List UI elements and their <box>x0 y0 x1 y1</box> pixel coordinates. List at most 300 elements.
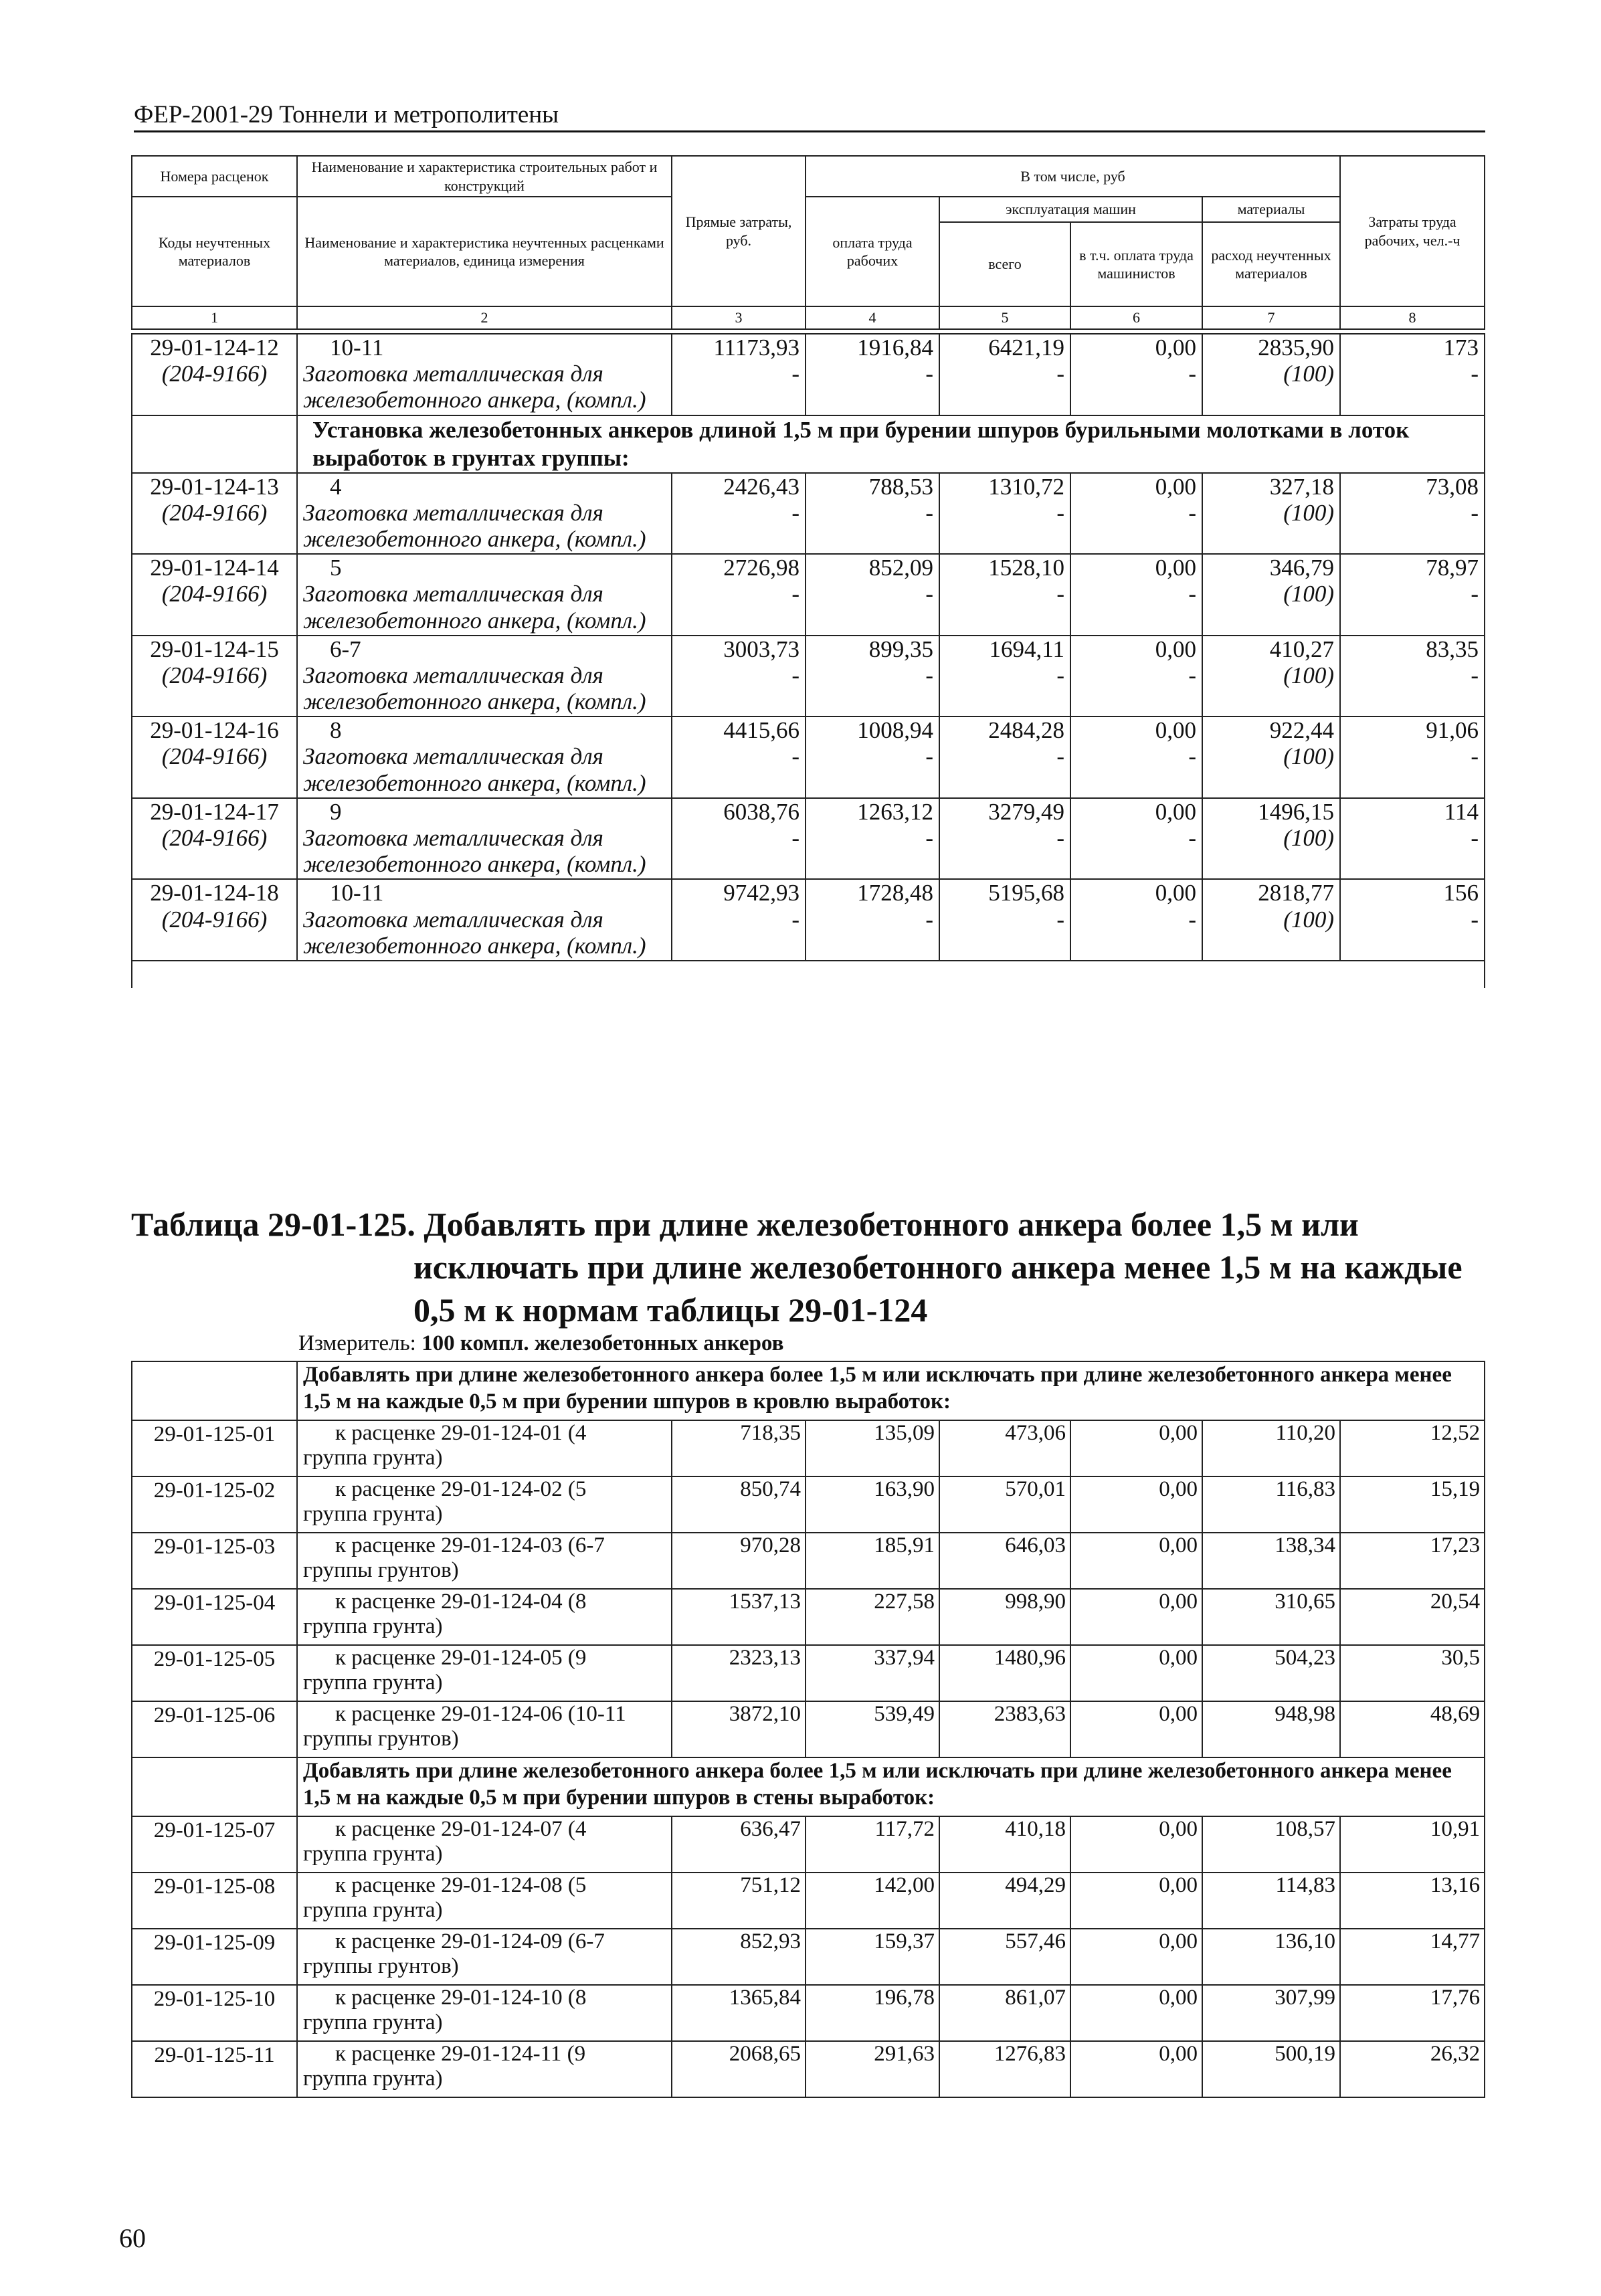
value-v5: 998,90 <box>939 1589 1070 1645</box>
material-qty: (100) <box>1283 581 1334 607</box>
rate-desc-line2: группа грунта) <box>303 1445 443 1470</box>
column-header-table <box>131 155 1485 330</box>
table-row <box>132 1701 1485 1757</box>
table-end-cell <box>132 961 1485 988</box>
dash: - <box>791 743 799 770</box>
rate-name: 4 <box>330 473 342 500</box>
rate-code: 29-01-124-14 <box>150 555 279 581</box>
value-v7: 136,10 <box>1202 1929 1340 1985</box>
colnum-6: 6 <box>1070 306 1202 329</box>
rate-name: 5 <box>330 555 342 581</box>
rate-name-cell <box>297 636 672 717</box>
value: 6038,76 <box>723 798 799 825</box>
measure-value: 100 компл. железобетонных анкеров <box>421 1331 784 1355</box>
head-naim: Наименование и характеристика строительных работ и конструкций <box>297 156 672 197</box>
value-v5 <box>939 879 1070 961</box>
value: 11173,93 <box>713 334 799 361</box>
value-v4: 117,72 <box>806 1816 939 1873</box>
value: 173 <box>1443 334 1479 361</box>
value-v3 <box>672 334 806 415</box>
value-v7: 504,23 <box>1202 1645 1340 1701</box>
value-v8: 48,69 <box>1340 1701 1485 1757</box>
value-v8: 17,23 <box>1340 1533 1485 1589</box>
rate-desc-line1: к расценке 29-01-124-07 (4 <box>335 1817 587 1841</box>
rate-desc <box>297 1929 672 1985</box>
material-code: (204-9166) <box>161 825 268 851</box>
material-name: Заготовка металлическая для железобетонного анкера, (компл.) <box>303 581 646 634</box>
value-v6 <box>1070 554 1202 636</box>
dash: - <box>1188 662 1196 688</box>
value: 852,09 <box>868 555 933 581</box>
value-v5: 494,29 <box>939 1873 1070 1929</box>
table-125-title-line3: 0,5 м к нормам таблицы 29-01-124 <box>413 1291 928 1329</box>
dash: - <box>1056 361 1064 387</box>
value-v6: 0,00 <box>1070 1589 1202 1645</box>
rate-desc-line1: к расценке 29-01-124-01 (4 <box>335 1421 587 1445</box>
table-row <box>132 1533 1485 1589</box>
rate-desc <box>297 1873 672 1929</box>
value-v6 <box>1070 716 1202 798</box>
value: 4415,66 <box>723 717 799 744</box>
rate-desc <box>297 1476 672 1533</box>
value: 6421,19 <box>988 334 1064 361</box>
material-name: Заготовка металлическая для железобетонного анкера, (компл.) <box>303 825 646 878</box>
rate-desc-line2: группа грунта) <box>303 1897 443 1922</box>
table-row <box>132 1816 1485 1873</box>
rate-code: 29-01-125-08 <box>132 1873 297 1929</box>
value: 0,00 <box>1155 798 1196 825</box>
value-v4: 185,91 <box>806 1533 939 1589</box>
value-v6 <box>1070 334 1202 415</box>
table-row <box>132 1476 1485 1533</box>
value: 3279,49 <box>988 798 1064 825</box>
material-code: (204-9166) <box>161 743 268 770</box>
material-name: Заготовка металлическая для железобетонного анкера, (компл.) <box>303 361 646 413</box>
value-v3 <box>672 798 806 880</box>
colnum-3: 3 <box>672 306 806 329</box>
value-v8 <box>1340 636 1485 717</box>
value-v7 <box>1202 879 1340 961</box>
value: 1528,10 <box>988 555 1064 581</box>
rate-desc-line1: к расценке 29-01-124-10 (8 <box>335 1986 587 2010</box>
section-row <box>132 415 1485 473</box>
value-v7: 108,57 <box>1202 1816 1340 1873</box>
rate-desc-line1: к расценке 29-01-124-03 (6-7 <box>335 1533 605 1557</box>
value-v7: 500,19 <box>1202 2041 1340 2097</box>
value: 1728,48 <box>857 880 933 906</box>
value-v7 <box>1202 636 1340 717</box>
value-v8 <box>1340 473 1485 555</box>
table-row <box>132 1589 1485 1645</box>
value-v6: 0,00 <box>1070 1929 1202 1985</box>
value-v5: 861,07 <box>939 1985 1070 2041</box>
value-v8: 10,91 <box>1340 1816 1485 1873</box>
value-v4: 227,58 <box>806 1589 939 1645</box>
dash: - <box>925 906 933 933</box>
rate-name: 10-11 <box>330 880 384 906</box>
dash: - <box>791 361 799 387</box>
value-v8 <box>1340 554 1485 636</box>
value: 922,44 <box>1269 717 1334 744</box>
rate-desc-line1: к расценке 29-01-124-08 (5 <box>335 1873 587 1897</box>
table-end-row <box>132 961 1485 988</box>
dash: - <box>791 499 799 526</box>
rate-name-cell <box>297 716 672 798</box>
value-v3: 970,28 <box>672 1533 806 1589</box>
value-v8: 20,54 <box>1340 1589 1485 1645</box>
rate-desc <box>297 1816 672 1873</box>
rate-code: 29-01-125-01 <box>132 1420 297 1476</box>
rate-code: 29-01-125-03 <box>132 1533 297 1589</box>
section-title: Установка железобетонных анкеров длиной 1,5 м при бурении шпуров бурильными молотками в лоток выработок в грунтах группы: <box>297 415 1485 473</box>
value-v3: 850,74 <box>672 1476 806 1533</box>
value-v5: 2383,63 <box>939 1701 1070 1757</box>
rate-code: 29-01-124-13 <box>150 473 279 500</box>
head-nomera: Номера расценок <box>132 156 297 197</box>
rate-desc-line2: группа грунта) <box>303 2066 443 2091</box>
rate-code: 29-01-125-07 <box>132 1816 297 1873</box>
dash: - <box>1471 906 1479 933</box>
table-row <box>132 334 1485 415</box>
measure-unit <box>298 1331 783 1356</box>
colnum-5: 5 <box>939 306 1070 329</box>
dash: - <box>791 825 799 851</box>
value-v7: 307,99 <box>1202 1985 1340 2041</box>
rate-code-cell <box>132 879 297 961</box>
rate-desc-line2: группа грунта) <box>303 1614 443 1638</box>
head-pryamye: Прямые затраты, руб. <box>672 156 806 306</box>
value: 114 <box>1444 798 1479 825</box>
dash: - <box>1056 906 1064 933</box>
value: 83,35 <box>1426 636 1479 662</box>
dash: - <box>1188 361 1196 387</box>
value: 0,00 <box>1155 636 1196 662</box>
value: 1916,84 <box>857 334 933 361</box>
dash: - <box>1056 581 1064 607</box>
dash: - <box>1471 825 1479 851</box>
measure-label: Измеритель: <box>298 1331 416 1355</box>
value: 3003,73 <box>723 636 799 662</box>
value-v8 <box>1340 716 1485 798</box>
material-qty: (100) <box>1283 825 1334 851</box>
section-title: Добавлять при длине железобетонного анкера более 1,5 м или исключать при длине железобетонного анкера менее 1,5 м на каждые 0,5 м при бурении шпуров в кровлю выработок: <box>297 1361 1485 1420</box>
value-v6 <box>1070 879 1202 961</box>
value-v6: 0,00 <box>1070 1701 1202 1757</box>
value: 1694,11 <box>989 636 1064 662</box>
colnum-8: 8 <box>1340 306 1485 329</box>
dash: - <box>925 662 933 688</box>
rate-name: 10-11 <box>330 334 384 361</box>
value-v7: 948,98 <box>1202 1701 1340 1757</box>
table-row <box>132 1985 1485 2041</box>
rate-desc-line1: к расценке 29-01-124-02 (5 <box>335 1477 587 1501</box>
value-v5 <box>939 798 1070 880</box>
value-v4 <box>806 334 939 415</box>
running-header: ФЕР-2001-29 Тоннели и метрополитены <box>134 100 1485 132</box>
page-number: 60 <box>119 2223 146 2253</box>
rate-name: 6-7 <box>330 636 361 662</box>
value-v4: 337,94 <box>806 1645 939 1701</box>
dash: - <box>1188 743 1196 770</box>
value-v3: 751,12 <box>672 1873 806 1929</box>
value-v4 <box>806 473 939 555</box>
dash: - <box>1471 361 1479 387</box>
value-v7: 110,20 <box>1202 1420 1340 1476</box>
value: 1310,72 <box>988 473 1064 500</box>
head-vtch: в т.ч. оплата труда машинистов <box>1070 222 1202 306</box>
rate-desc <box>297 1985 672 2041</box>
value-v7 <box>1202 798 1340 880</box>
value: 0,00 <box>1155 473 1196 500</box>
rate-desc-line2: группы грунтов) <box>303 1726 459 1751</box>
material-qty: (100) <box>1283 743 1334 770</box>
rate-code: 29-01-124-16 <box>150 717 279 744</box>
colnum-4: 4 <box>806 306 939 329</box>
value-v7: 310,65 <box>1202 1589 1340 1645</box>
colnum-7: 7 <box>1202 306 1340 329</box>
table-row <box>132 879 1485 961</box>
rate-code: 29-01-125-05 <box>132 1645 297 1701</box>
table-row <box>132 798 1485 880</box>
value-v7 <box>1202 473 1340 555</box>
value-v6: 0,00 <box>1070 1645 1202 1701</box>
colnum-1: 1 <box>132 306 297 329</box>
value-v3: 852,93 <box>672 1929 806 1985</box>
rate-code: 29-01-124-18 <box>150 880 279 906</box>
rate-desc-line1: к расценке 29-01-124-09 (6-7 <box>335 1929 605 1953</box>
value: 73,08 <box>1426 473 1479 500</box>
rate-desc <box>297 2041 672 2097</box>
value-v6 <box>1070 473 1202 555</box>
value-v3: 1365,84 <box>672 1985 806 2041</box>
value: 1263,12 <box>857 798 933 825</box>
colnum-2: 2 <box>297 306 672 329</box>
dash: - <box>791 662 799 688</box>
dash: - <box>1056 499 1064 526</box>
section-row <box>132 1361 1485 1420</box>
material-name: Заготовка металлическая для железобетонного анкера, (компл.) <box>303 906 646 959</box>
dash: - <box>1188 825 1196 851</box>
value-v6: 0,00 <box>1070 2041 1202 2097</box>
dash: - <box>1056 743 1064 770</box>
value-v5: 1480,96 <box>939 1645 1070 1701</box>
table-row <box>132 1929 1485 1985</box>
table-row <box>132 1873 1485 1929</box>
value-v3: 636,47 <box>672 1816 806 1873</box>
rate-name: 8 <box>330 717 342 744</box>
value: 2835,90 <box>1258 334 1334 361</box>
head-vsego: всего <box>939 222 1070 306</box>
value: 410,27 <box>1269 636 1334 662</box>
value: 0,00 <box>1155 880 1196 906</box>
value: 899,35 <box>868 636 933 662</box>
rate-code-cell <box>132 636 297 717</box>
value: 2818,77 <box>1258 880 1334 906</box>
value-v3 <box>672 473 806 555</box>
material-name: Заготовка металлическая для железобетонного анкера, (компл.) <box>303 662 646 715</box>
value-v5: 646,03 <box>939 1533 1070 1589</box>
rate-desc-line2: группа грунта) <box>303 1670 443 1695</box>
dash: - <box>1188 906 1196 933</box>
value-v8: 30,5 <box>1340 1645 1485 1701</box>
dash: - <box>1056 662 1064 688</box>
dash: - <box>791 906 799 933</box>
value-v7 <box>1202 334 1340 415</box>
table-row <box>132 2041 1485 2097</box>
value-v6: 0,00 <box>1070 1816 1202 1873</box>
rate-desc-line2: группа грунта) <box>303 2010 443 2034</box>
table-row <box>132 1420 1485 1476</box>
dash: - <box>1188 499 1196 526</box>
rate-code: 29-01-125-11 <box>132 2041 297 2097</box>
dash: - <box>925 743 933 770</box>
rates-table-124 <box>131 333 1485 988</box>
rate-desc <box>297 1420 672 1476</box>
value-v7: 114,83 <box>1202 1873 1340 1929</box>
material-code: (204-9166) <box>161 581 268 607</box>
head-naim2: Наименование и характеристика неучтенных расценками материалов, единица измерения <box>297 197 672 306</box>
section-blank <box>132 415 297 473</box>
value-v6: 0,00 <box>1070 1873 1202 1929</box>
head-oplata: оплата труда рабочих <box>806 197 939 306</box>
value-v8 <box>1340 879 1485 961</box>
value: 327,18 <box>1269 473 1334 500</box>
rate-name-cell <box>297 334 672 415</box>
value-v5: 1276,83 <box>939 2041 1070 2097</box>
value-v8 <box>1340 334 1485 415</box>
value: 0,00 <box>1155 555 1196 581</box>
value: 9742,93 <box>723 880 799 906</box>
rate-code: 29-01-125-10 <box>132 1985 297 2041</box>
value: 78,97 <box>1426 555 1479 581</box>
value-v8: 14,77 <box>1340 1929 1485 1985</box>
value: 0,00 <box>1155 334 1196 361</box>
value-v7: 138,34 <box>1202 1533 1340 1589</box>
rate-code: 29-01-124-17 <box>150 798 279 825</box>
head-rashod: расход неучтенных материалов <box>1202 222 1340 306</box>
value-v4: 291,63 <box>806 2041 939 2097</box>
section-row <box>132 1757 1485 1816</box>
dash: - <box>1471 499 1479 526</box>
rate-desc <box>297 1701 672 1757</box>
material-code: (204-9166) <box>161 361 268 387</box>
value: 91,06 <box>1426 717 1479 744</box>
value-v8: 12,52 <box>1340 1420 1485 1476</box>
value-v3: 718,35 <box>672 1420 806 1476</box>
value-v5: 410,18 <box>939 1816 1070 1873</box>
value-v3 <box>672 716 806 798</box>
value-v4: 159,37 <box>806 1929 939 1985</box>
rate-code: 29-01-125-02 <box>132 1476 297 1533</box>
value: 1496,15 <box>1258 798 1334 825</box>
rate-name-cell <box>297 554 672 636</box>
value-v5: 570,01 <box>939 1476 1070 1533</box>
value: 788,53 <box>868 473 933 500</box>
rate-name-cell <box>297 473 672 555</box>
rate-desc <box>297 1645 672 1701</box>
head-vtom: В том числе, руб <box>806 156 1340 197</box>
material-qty: (100) <box>1283 662 1334 688</box>
value: 346,79 <box>1269 555 1334 581</box>
rate-desc-line1: к расценке 29-01-124-05 (9 <box>335 1646 587 1670</box>
rate-code: 29-01-125-06 <box>132 1701 297 1757</box>
value-v7 <box>1202 716 1340 798</box>
value-v5 <box>939 716 1070 798</box>
value-v8: 26,32 <box>1340 2041 1485 2097</box>
value-v8: 15,19 <box>1340 1476 1485 1533</box>
value-v6 <box>1070 798 1202 880</box>
value: 156 <box>1443 880 1479 906</box>
dash: - <box>1471 581 1479 607</box>
value-v3 <box>672 636 806 717</box>
value-v3: 2068,65 <box>672 2041 806 2097</box>
dash: - <box>925 581 933 607</box>
value-v4 <box>806 798 939 880</box>
rate-code: 29-01-124-12 <box>150 334 279 361</box>
value-v3: 3872,10 <box>672 1701 806 1757</box>
table-125-title-line2: исключать при длине железобетонного анкера менее 1,5 м на каждые <box>413 1248 1463 1286</box>
table-row <box>132 473 1485 555</box>
section-blank <box>132 1361 297 1420</box>
value: 2726,98 <box>723 555 799 581</box>
rate-desc-line1: к расценке 29-01-124-11 (9 <box>335 2042 586 2066</box>
value-v4 <box>806 879 939 961</box>
head-kody: Коды неучтенных материалов <box>132 197 297 306</box>
dash: - <box>1471 743 1479 770</box>
table-row <box>132 1645 1485 1701</box>
value-v4 <box>806 554 939 636</box>
material-code: (204-9166) <box>161 499 268 526</box>
rate-code-cell <box>132 554 297 636</box>
value-v6 <box>1070 636 1202 717</box>
value-v3 <box>672 554 806 636</box>
rate-desc <box>297 1533 672 1589</box>
rate-desc-line2: группа грунта) <box>303 1501 443 1526</box>
material-name: Заготовка металлическая для железобетонного анкера, (компл.) <box>303 499 646 552</box>
material-qty: (100) <box>1283 499 1334 526</box>
table-row <box>132 716 1485 798</box>
value-v5 <box>939 554 1070 636</box>
value-v4: 135,09 <box>806 1420 939 1476</box>
table-125-title <box>131 1203 1489 1331</box>
value-v3 <box>672 879 806 961</box>
value-v6: 0,00 <box>1070 1533 1202 1589</box>
value-v5 <box>939 334 1070 415</box>
head-zatraty: Затраты труда рабочих, чел.-ч <box>1340 156 1485 306</box>
value: 0,00 <box>1155 717 1196 744</box>
value-v4: 196,78 <box>806 1985 939 2041</box>
rate-code: 29-01-125-04 <box>132 1589 297 1645</box>
table-125-title-line1: Таблица 29-01-125. Добавлять при длине железобетонного анкера более 1,5 м или <box>131 1206 1359 1243</box>
value-v5: 557,46 <box>939 1929 1070 1985</box>
value-v8: 13,16 <box>1340 1873 1485 1929</box>
value-v4 <box>806 716 939 798</box>
rate-code: 29-01-125-09 <box>132 1929 297 1985</box>
rates-table-125 <box>131 1361 1485 2098</box>
rate-desc-line2: группы грунтов) <box>303 1557 459 1582</box>
rate-desc-line2: группы грунтов) <box>303 1953 459 1978</box>
rate-code: 29-01-124-15 <box>150 636 279 662</box>
value-v4: 163,90 <box>806 1476 939 1533</box>
value-v8: 17,76 <box>1340 1985 1485 2041</box>
section-title: Добавлять при длине железобетонного анкера более 1,5 м или исключать при длине железобетонного анкера менее 1,5 м на каждые 0,5 м при бурении шпуров в стены выработок: <box>297 1757 1485 1816</box>
value-v5 <box>939 473 1070 555</box>
dash: - <box>1471 662 1479 688</box>
section-blank <box>132 1757 297 1816</box>
dash: - <box>1188 581 1196 607</box>
dash: - <box>925 825 933 851</box>
rate-code-cell <box>132 716 297 798</box>
